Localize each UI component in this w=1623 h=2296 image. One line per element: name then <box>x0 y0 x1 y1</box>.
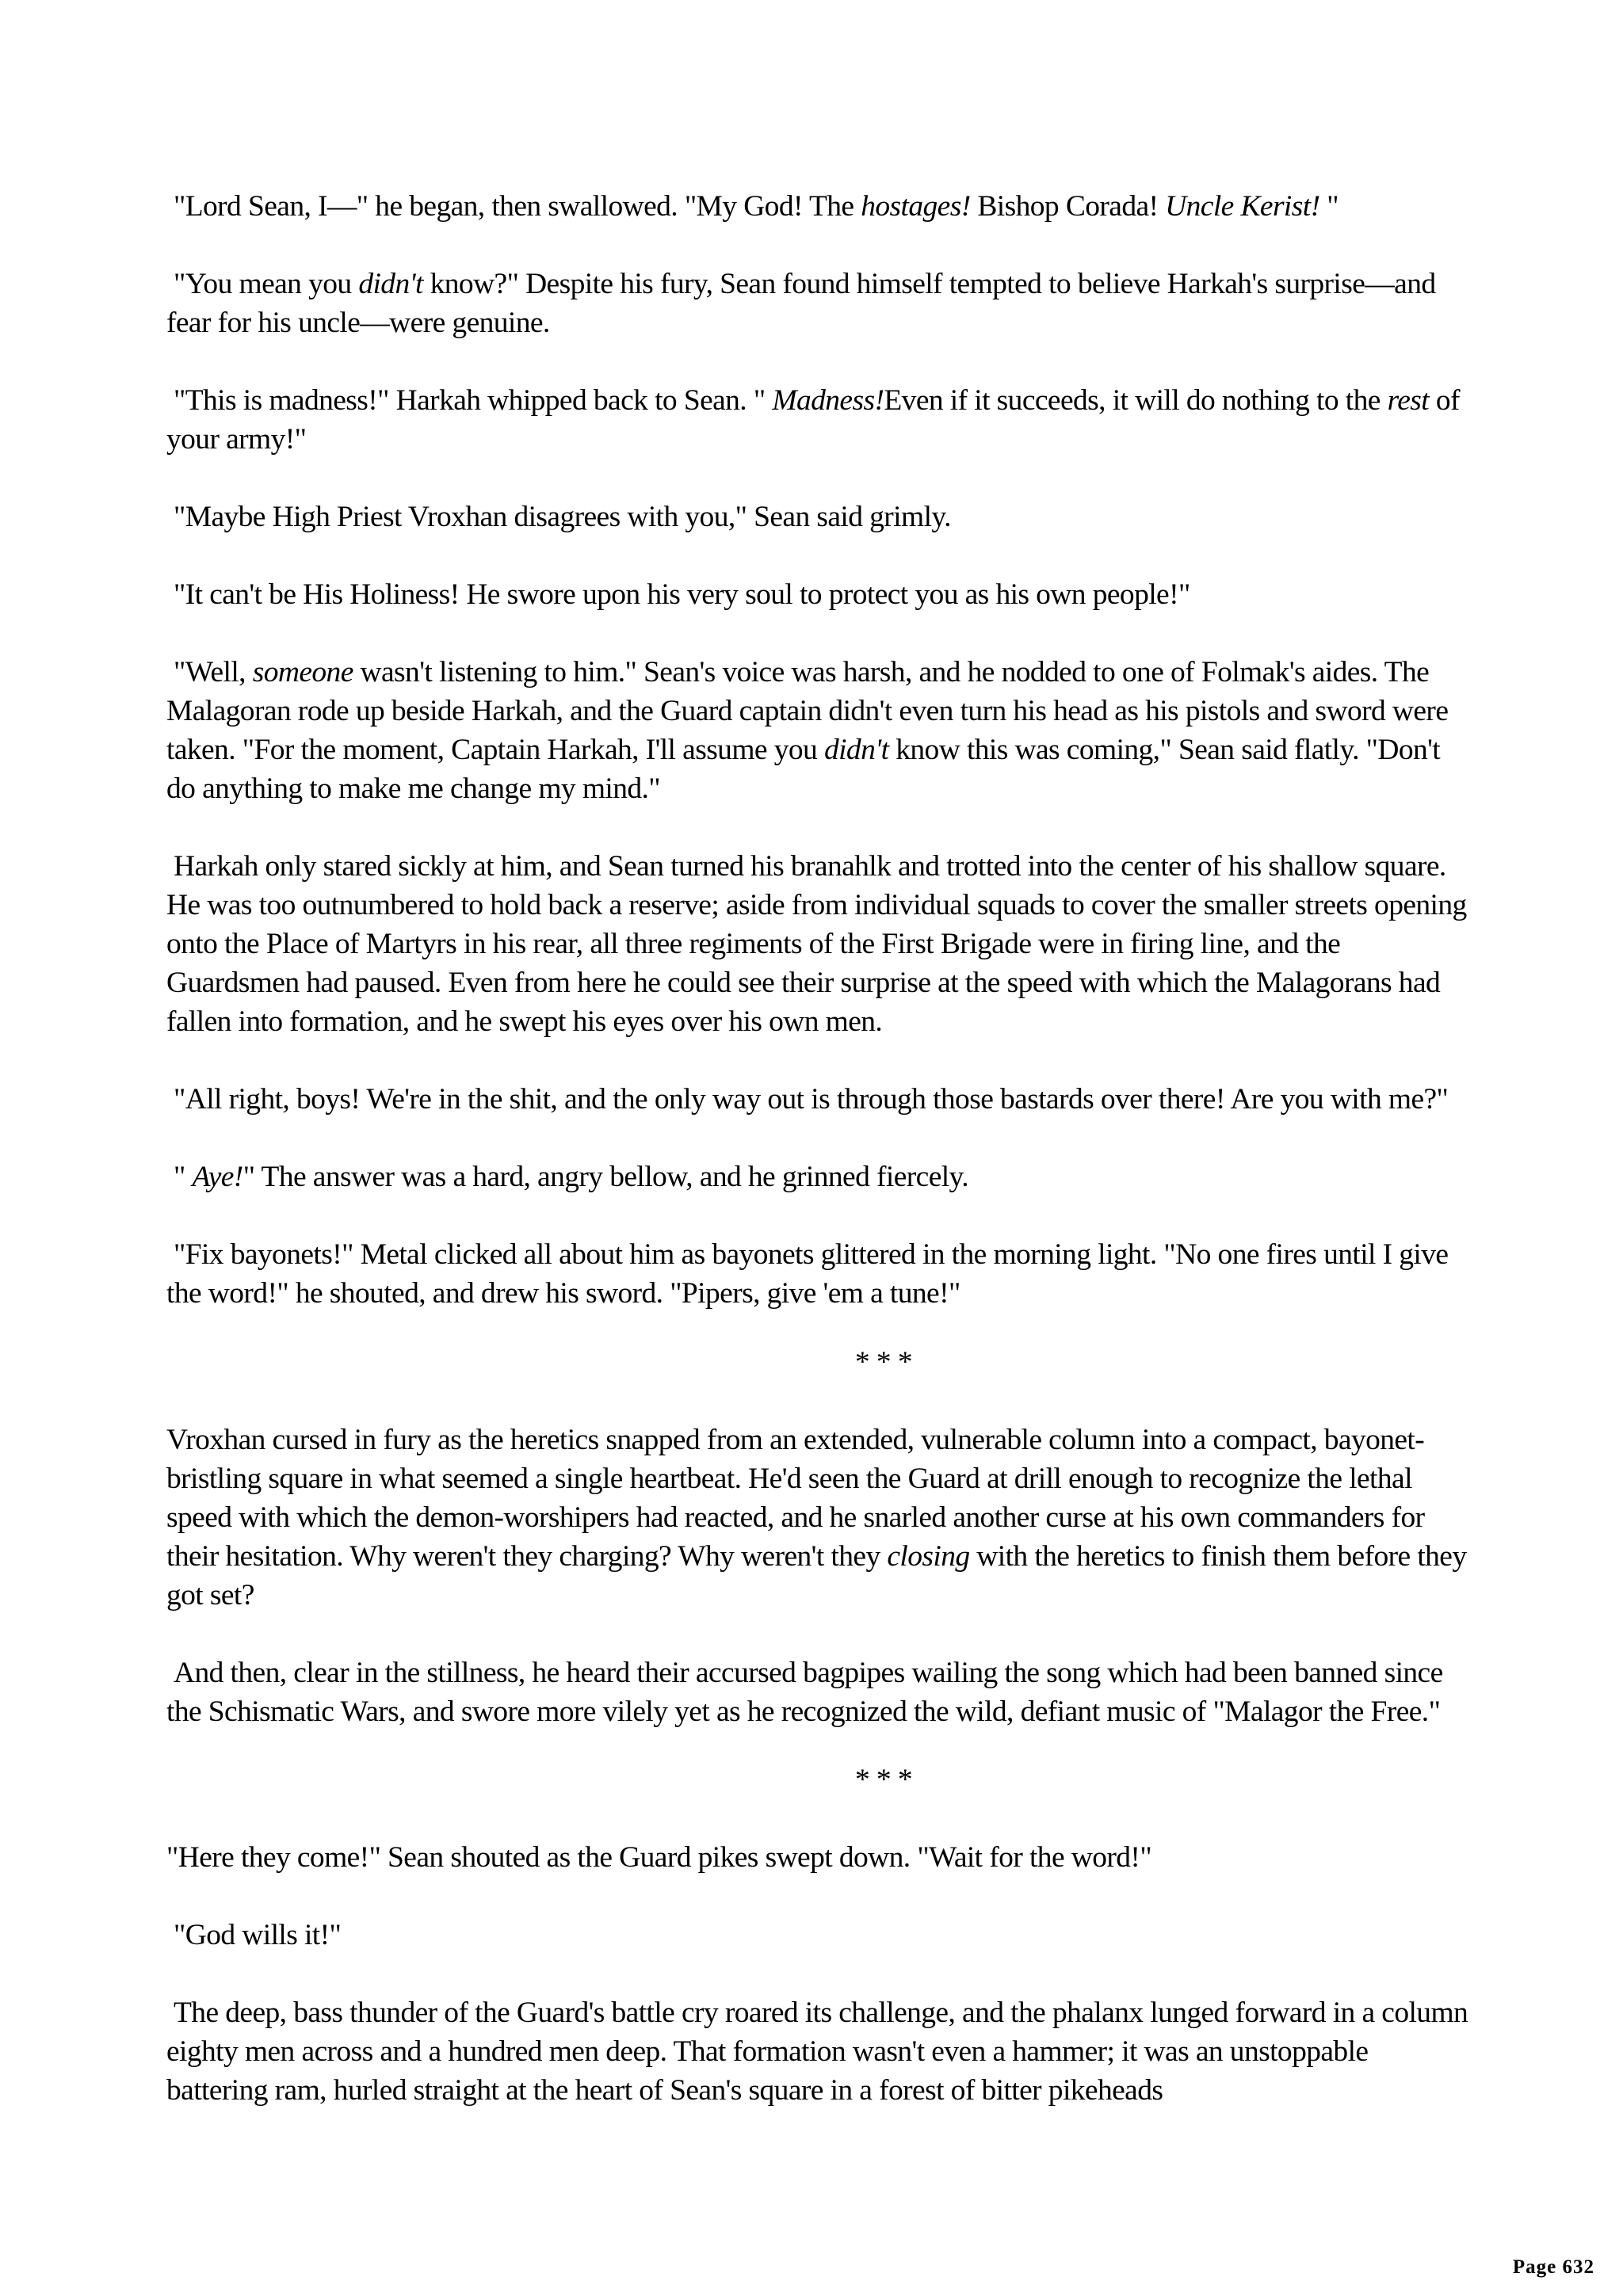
text-run: " <box>1319 190 1338 223</box>
text-run: "Well, <box>174 656 253 688</box>
paragraph <box>166 381 1474 459</box>
paragraph <box>166 1235 1474 1313</box>
text-run: "God wills it!" <box>174 1919 342 1951</box>
text-run: "Here they come!" Sean shouted as the Guard pikes swept down. "Wait for the word!" <box>166 1841 1152 1874</box>
text-run: know this was coming," Sean said flatly. "Don't do anything to make me change my mind." <box>166 734 1441 805</box>
text-run: Bishop Corada! <box>970 190 1166 223</box>
italic-text: hostages! <box>861 190 971 223</box>
italic-text: Madness! <box>772 384 884 417</box>
paragraph <box>166 1158 1474 1196</box>
paragraph <box>166 847 1474 1041</box>
text-run: " <box>174 1161 193 1193</box>
scene-separator <box>166 1343 1474 1382</box>
italic-text: rest <box>1387 384 1430 417</box>
text-run: Even if it succeeds, it will do nothing to the <box>884 384 1388 417</box>
text-run: * * * <box>854 1764 912 1796</box>
document-body <box>166 187 1474 2149</box>
page-number: Page 632 <box>1512 2256 1594 2278</box>
paragraph <box>166 653 1474 808</box>
paragraph <box>166 575 1474 614</box>
paragraph <box>166 265 1474 342</box>
text-run: know?" Despite his fury, Sean found himself tempted to believe Harkah's surprise—and fear for his uncle—were genuine. <box>166 268 1436 339</box>
text-run: with the heretics to finish them before they got set? <box>166 1539 1467 1611</box>
paragraph <box>166 1993 1474 2110</box>
paragraph <box>166 1916 1474 1955</box>
paragraph <box>166 1421 1474 1615</box>
italic-text: didn't <box>823 734 889 766</box>
text-run: " The answer was a hard, angry bellow, and he grinned fiercely. <box>242 1161 969 1193</box>
text-run: * * * <box>854 1345 912 1379</box>
text-run: "All right, boys! We're in the shit, and the only way out is through those bastards over there! Are you with me?" <box>174 1083 1449 1116</box>
text-run: And then, clear in the stillness, he heard their accursed bagpipes wailing the song which had been banned since the Schismatic Wars, and swore more vilely yet as he recognized the wild, defiant music of "Malagor the Free." <box>166 1656 1443 1728</box>
text-run: "This is madness!" Harkah whipped back to Sean. " <box>174 384 773 417</box>
italic-text: someone <box>252 656 353 688</box>
text-run: "It can't be His Holiness! He swore upon his very soul to protect you as his own people!" <box>174 578 1190 611</box>
italic-text: Uncle Kerist! <box>1165 190 1320 223</box>
italic-text: Aye! <box>192 1161 243 1193</box>
text-run: "Maybe High Priest Vroxhan disagrees with you," Sean said grimly. <box>174 501 951 533</box>
text-run: Vroxhan cursed in fury as the heretics snapped from an extended, vulnerable column into a compact, bayonet-bristling square in what seemed a single heartbeat. He'd seen the Guard at drill enough to recognize the lethal speed with which the demon-worshipers had reacted, and he snarled another curse at his own commanders for their hesitation. Why weren't they charging? Why weren't they <box>166 1423 1425 1573</box>
paragraph <box>166 498 1474 536</box>
scene-separator <box>166 1760 1474 1799</box>
italic-text: didn't <box>358 268 423 300</box>
paragraph <box>166 1653 1474 1731</box>
text-run: of your army!" <box>166 384 1460 456</box>
text-run: "Fix bayonets!" Metal clicked all about him as bayonets glittered in the morning light. "No one fires until I give the word!" he shouted, and drew his sword. "Pipers, give 'em a tune!" <box>166 1238 1449 1310</box>
paragraph <box>166 187 1474 226</box>
italic-text: closing <box>887 1539 970 1573</box>
paragraph <box>166 1080 1474 1119</box>
text-run: "You mean you <box>174 268 359 300</box>
text-run: Harkah only stared sickly at him, and Sean turned his branahlk and trotted into the center of his shallow square. He was too outnumbered to hold back a reserve; aside from individual squads to cover the smaller streets opening onto the Place of Martyrs in his rear, all three regiments of the First Brigade were in firing line, and the Guardsmen had paused. Even from here he could see their surprise at the speed with which the Malagorans had fallen into formation, and he swept his eyes over his own men. <box>166 850 1467 1038</box>
text-run: wasn't listening to him." Sean's voice was harsh, and he nodded to one of Folmak's aides. The Malagoran rode up beside Harkah, and the Guard captain didn't even turn his head as his pistols and sword were taken. "For the moment, Captain Harkah, I'll assume you <box>166 656 1449 766</box>
text-run: The deep, bass thunder of the Guard's battle cry roared its challenge, and the phalanx lunged forward in a column eighty men across and a hundred men deep. That formation wasn't even a hammer; it was an unstoppable battering ram, hurled straight at the heart of Sean's square in a forest of bitter pikeheads <box>166 1997 1468 2107</box>
text-run: "Lord Sean, I—" he began, then swallowed. "My God! The <box>174 190 861 223</box>
paragraph <box>166 1838 1474 1877</box>
